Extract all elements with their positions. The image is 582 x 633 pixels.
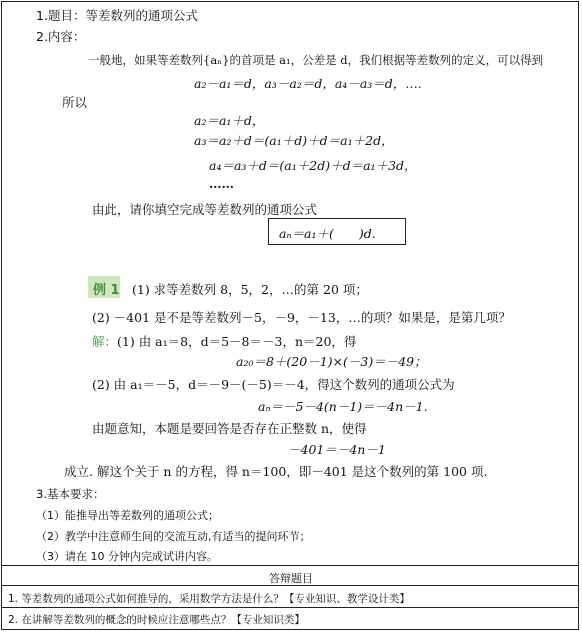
solution-line-5: 由题意知，本题是要回答是否存在正整数 n，使得 <box>92 421 367 436</box>
solution-line-6: －401＝－4n－1 <box>288 442 386 457</box>
answer-question-2: 2. 在讲解等差数列的概念的时候应注意哪些点？【专业知识类】 <box>8 614 305 626</box>
requirements-label: 3.基本要求： <box>36 487 105 501</box>
requirement-item: （2）教学中注意师生间的交流互动,有适当的提问环节； <box>36 530 311 543</box>
solution-line-2: a₂₀＝8＋(20－1)×(－3)＝－49； <box>236 354 427 369</box>
equation-a3: a₃＝a₂＋d＝(a₁＋d)＋d＝a₁＋2d， <box>194 133 394 148</box>
example-question-1: (1) 求等差数列 8，5，2，…的第 20 项； <box>132 282 368 297</box>
equation-a2: a₂＝a₁＋d， <box>194 113 265 128</box>
divider <box>1 607 579 608</box>
general-term-formula: aₙ＝a₁＋( )d. <box>279 226 376 241</box>
requirement-item: （1）能推导出等差数列的通项公式； <box>36 509 219 522</box>
section-title <box>36 6 198 24</box>
solution-label: 解： <box>92 334 118 349</box>
ellipsis: …… <box>209 176 234 191</box>
answer-header: 答辩题目 <box>269 572 313 585</box>
divider <box>1 565 579 566</box>
requirement-item: （3）请在 10 分钟内完成试讲内容。 <box>36 550 218 563</box>
solution-line-4: aₙ＝－5－4(n－1)＝－4n－1. <box>258 399 428 414</box>
intro-text: 一般地，如果等差数列{aₙ}的首项是 a₁，公差是 d，我们根据等差数列的定义，可以得到 <box>88 53 544 67</box>
topic-title: 等差数列的通项公式 <box>85 8 198 23</box>
answer-question-1: 1. 等差数列的通项公式如何推导的，采用数学方法是什么？【专业知识、教学设计类】 <box>8 593 410 605</box>
example-label: 例 1 <box>93 283 120 298</box>
solution-text: (1) 由 a₁＝8，d＝5－8＝－3，n＝20，得 <box>117 334 357 349</box>
fill-prompt: 由此，请你填空完成等差数列的通项公式 <box>92 202 318 217</box>
solution-line-1 <box>92 332 356 350</box>
suoyi-text: 所以 <box>62 95 88 110</box>
content-label: 2.内容： <box>36 29 86 44</box>
example-question-2: (2) －401 是不是等差数列－5，－9，－13，…的项？如果是，是第几项？ <box>92 310 511 325</box>
section-label: 题目： <box>47 8 86 23</box>
difference-equations: a₂－a₁＝d，a₃－a₂＝d，a₄－a₃＝d，…. <box>194 76 422 91</box>
section-number: 1. <box>36 8 48 23</box>
solution-line-7: 成立. 解这个关于 n 的方程，得 n＝100，即－401 是这个数列的第 100 项. <box>64 464 488 479</box>
equation-a4: a₄＝a₃＋d＝(a₁＋2d)＋d＝a₁＋3d， <box>209 158 417 173</box>
solution-line-3: (2) 由 a₁＝－5，d＝－9－(－5)＝－4，得这个数列的通项公式为 <box>92 377 455 392</box>
